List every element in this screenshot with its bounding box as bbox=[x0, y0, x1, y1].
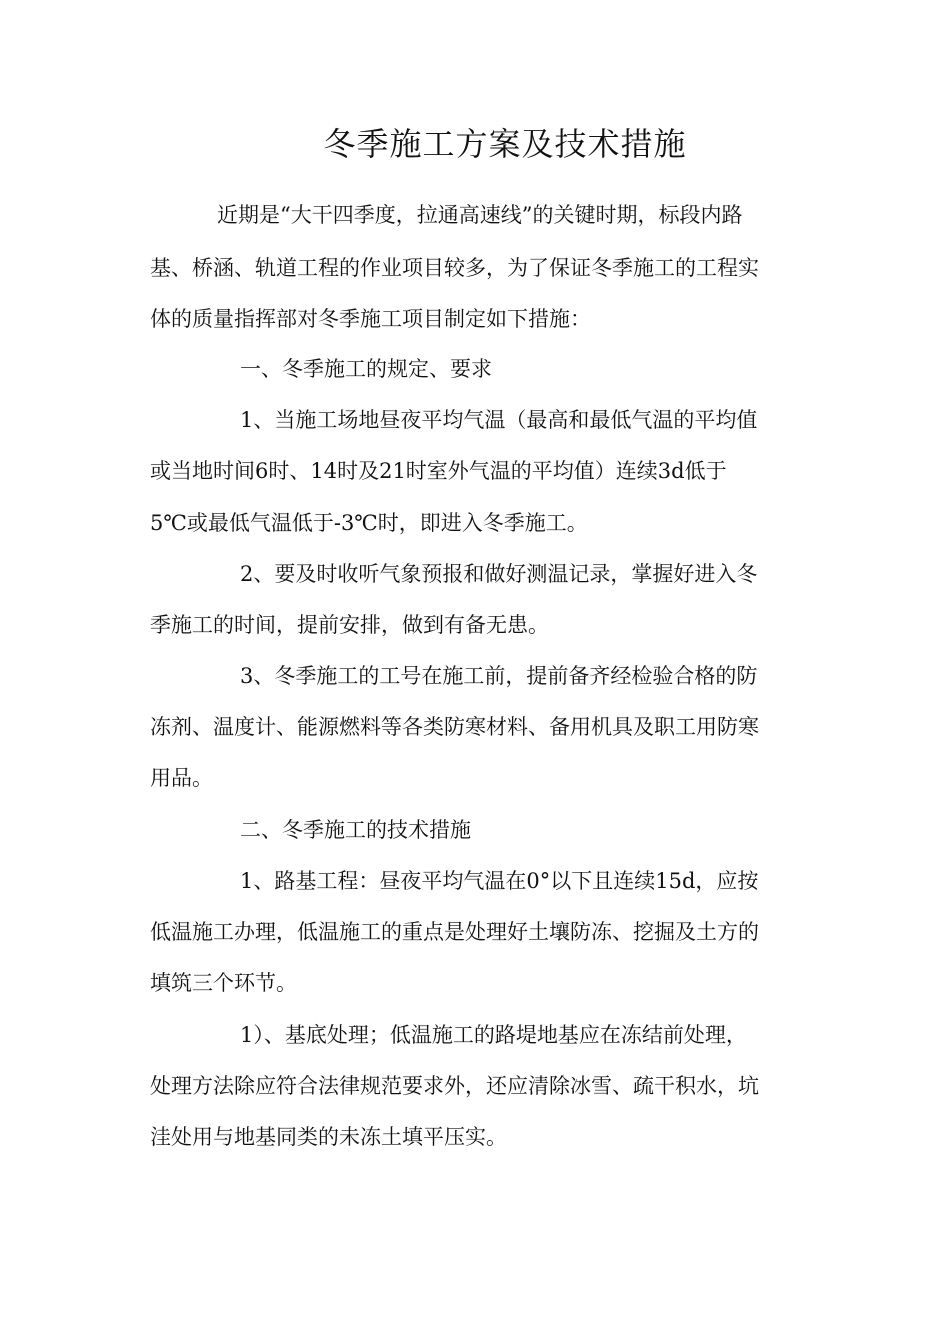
paragraph-line: 2、要及时收听气象预报和做好测温记录，掌握好进入冬 bbox=[240, 562, 758, 586]
paragraph-line: 基、桥涵、轨道工程的作业项目较多，为了保证冬季施工的工程实 bbox=[150, 256, 759, 280]
paragraph-line: 或当地时间6时、14时及21时室外气温的平均值）连续3d低于 bbox=[150, 459, 727, 483]
paragraph-line: 冻剂、温度计、能源燃料等各类防寒材料、备用机具及职工用防寒 bbox=[150, 715, 759, 739]
section-heading: 二、冬季施工的技术措施 bbox=[240, 818, 471, 842]
paragraph-line: 1、路基工程：昼夜平均气温在0°以下且连续15d，应按 bbox=[240, 869, 759, 893]
section-heading: 一、冬季施工的规定、要求 bbox=[240, 357, 492, 381]
paragraph-line: 体的质量指挥部对冬季施工项目制定如下措施： bbox=[150, 307, 591, 331]
paragraph-line: 用品。 bbox=[150, 766, 213, 790]
paragraph-line: 1、当施工场地昼夜平均气温（最高和最低气温的平均值 bbox=[240, 408, 758, 432]
paragraph-line: 3、冬季施工的工号在施工前，提前备齐经检验合格的防 bbox=[240, 664, 758, 688]
paragraph-line: 洼处用与地基同类的未冻土填平压实。 bbox=[150, 1125, 507, 1149]
paragraph-line: 低温施工办理，低温施工的重点是处理好土壤防冻、挖掘及土方的 bbox=[150, 920, 759, 944]
paragraph-line: 填筑三个环节。 bbox=[150, 971, 297, 995]
document-title: 冬季施工方案及技术措施 bbox=[323, 125, 687, 163]
paragraph-line: 5℃或最低气温低于-3℃时，即进入冬季施工。 bbox=[150, 511, 588, 535]
paragraph-line: 1）、基底处理；低温施工的路堤地基应在冻结前处理， bbox=[240, 1023, 747, 1047]
paragraph-line: 处理方法除应符合法律规范要求外，还应清除冰雪、疏干积水，坑 bbox=[150, 1074, 759, 1098]
paragraph-line: 近期是“大干四季度，拉通高速线”的关键时期，标段内路 bbox=[217, 203, 743, 227]
paragraph-line: 季施工的时间，提前安排，做到有备无患。 bbox=[150, 613, 549, 637]
